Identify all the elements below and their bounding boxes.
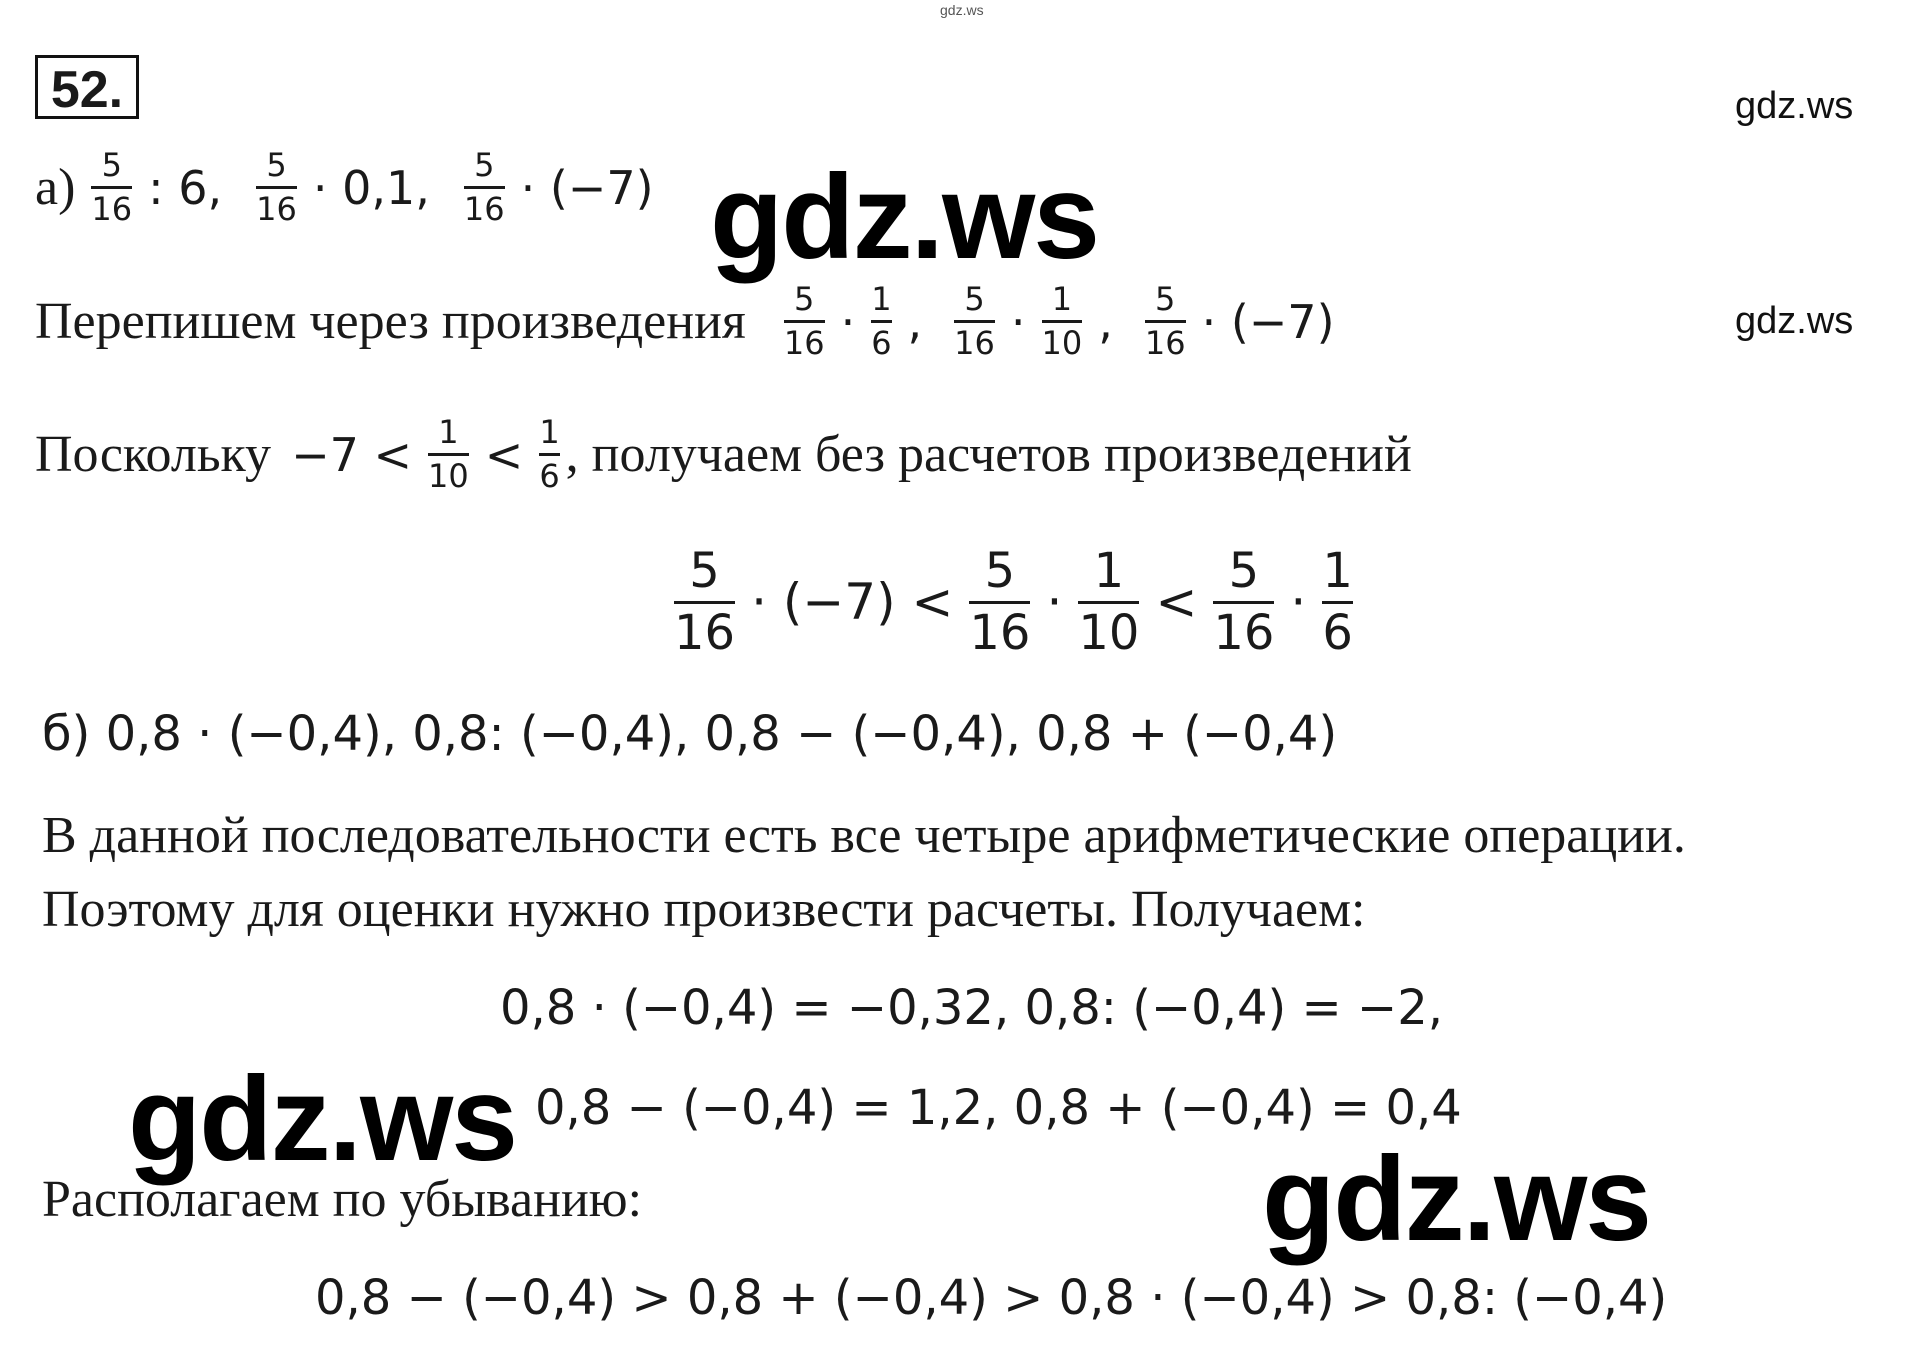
fraction — [1213, 545, 1274, 660]
operation: · (−7) — [520, 160, 654, 215]
operation: · (−7) < — [751, 573, 954, 632]
separator: , — [907, 294, 923, 349]
numerator: 1 — [539, 413, 560, 451]
watermark-small-1: gdz.ws — [1735, 85, 1854, 127]
numerator: 5 — [794, 280, 815, 318]
fraction — [954, 282, 995, 361]
fraction — [464, 148, 505, 227]
rewrite-line — [35, 282, 1335, 361]
result-inequality — [668, 545, 1359, 660]
fraction — [1322, 545, 1353, 660]
fraction — [674, 545, 735, 660]
denominator: 6 — [539, 457, 560, 496]
numerator: 5 — [984, 543, 1016, 599]
watermark-tiny: gdz.ws — [940, 2, 984, 18]
denominator: 16 — [91, 190, 133, 229]
numerator: 5 — [1228, 543, 1260, 599]
numerator: 5 — [689, 543, 720, 599]
denominator: 16 — [1213, 604, 1275, 661]
fraction — [91, 148, 132, 227]
denominator: 16 — [969, 604, 1031, 661]
watermark-big-1: gdz.ws — [710, 150, 1099, 284]
numerator: 5 — [1155, 280, 1176, 318]
dot: · — [1290, 573, 1307, 632]
fraction — [1078, 545, 1139, 660]
fraction — [1042, 282, 1083, 361]
fraction — [1145, 282, 1186, 361]
denominator: 10 — [428, 457, 469, 496]
denominator: 16 — [783, 324, 825, 363]
order-text: Располагаем по убыванию: — [42, 1171, 643, 1228]
numerator: 1 — [1093, 543, 1125, 599]
denominator: 16 — [256, 190, 297, 229]
separator: , — [1098, 294, 1113, 349]
since-line — [35, 415, 1412, 494]
calculation-line-1: 0,8 · (−0,4) = −0,32, 0,8: (−0,4) = −2, — [500, 980, 1443, 1036]
rewrite-text: Перепишем через произведения — [35, 293, 746, 351]
watermark-small-2: gdz.ws — [1735, 300, 1854, 342]
since-tail: , получаем без расчетов произведений — [565, 426, 1412, 484]
since-inequality: −7 < — [291, 427, 413, 482]
part-b-text-1: В данной последовательности есть все четыре арифметические операции. — [42, 807, 1686, 864]
numerator: 5 — [964, 280, 985, 318]
less-than: < — [1155, 573, 1198, 632]
part-a-label: а) — [35, 159, 76, 217]
denominator: 10 — [1041, 324, 1083, 363]
numerator: 5 — [101, 146, 122, 184]
descending-order: 0,8 − (−0,4) > 0,8 + (−0,4) > 0,8 · (−0,4) > 0,8: (−0,4) — [315, 1270, 1668, 1326]
calculation-line-2: 0,8 − (−0,4) = 1,2, 0,8 + (−0,4) = 0,4 — [535, 1080, 1462, 1136]
fraction — [256, 148, 297, 227]
denominator: 16 — [463, 190, 505, 229]
denominator: 10 — [1078, 604, 1140, 661]
denominator: 16 — [954, 324, 995, 363]
numerator: 1 — [438, 413, 459, 451]
fraction — [969, 545, 1030, 660]
fraction — [539, 415, 559, 494]
watermark-big-3: gdz.ws — [1262, 1132, 1651, 1266]
numerator: 5 — [266, 146, 287, 184]
part-b-expressions: б) 0,8 · (−0,4), 0,8: (−0,4), 0,8 − (−0,4), 0,8 + (−0,4) — [42, 706, 1338, 762]
watermark-big-2: gdz.ws — [128, 1052, 517, 1186]
denominator: 16 — [1144, 324, 1186, 363]
fraction — [784, 282, 825, 361]
fraction — [871, 282, 891, 361]
operation: : 6, — [148, 160, 223, 215]
numerator: 1 — [1051, 280, 1073, 318]
less-than: < — [484, 427, 524, 482]
dot: · — [840, 294, 856, 349]
since-text: Поскольку — [35, 426, 272, 484]
operation: · (−7) — [1201, 294, 1335, 349]
numerator: 1 — [871, 280, 892, 318]
fraction — [428, 415, 469, 494]
denominator: 6 — [1322, 604, 1353, 661]
dot: · — [1046, 573, 1063, 632]
denominator: 16 — [674, 604, 736, 661]
problem-number: 52. — [35, 55, 139, 119]
numerator: 5 — [474, 146, 495, 184]
dot: · — [1010, 294, 1026, 349]
denominator: 6 — [871, 324, 892, 363]
part-b-text-2: Поэтому для оценки нужно произвести расчеты. Получаем: — [42, 881, 1366, 938]
part-a-expressions — [35, 148, 654, 227]
numerator: 1 — [1322, 543, 1353, 599]
operation: · 0,1, — [312, 160, 430, 215]
